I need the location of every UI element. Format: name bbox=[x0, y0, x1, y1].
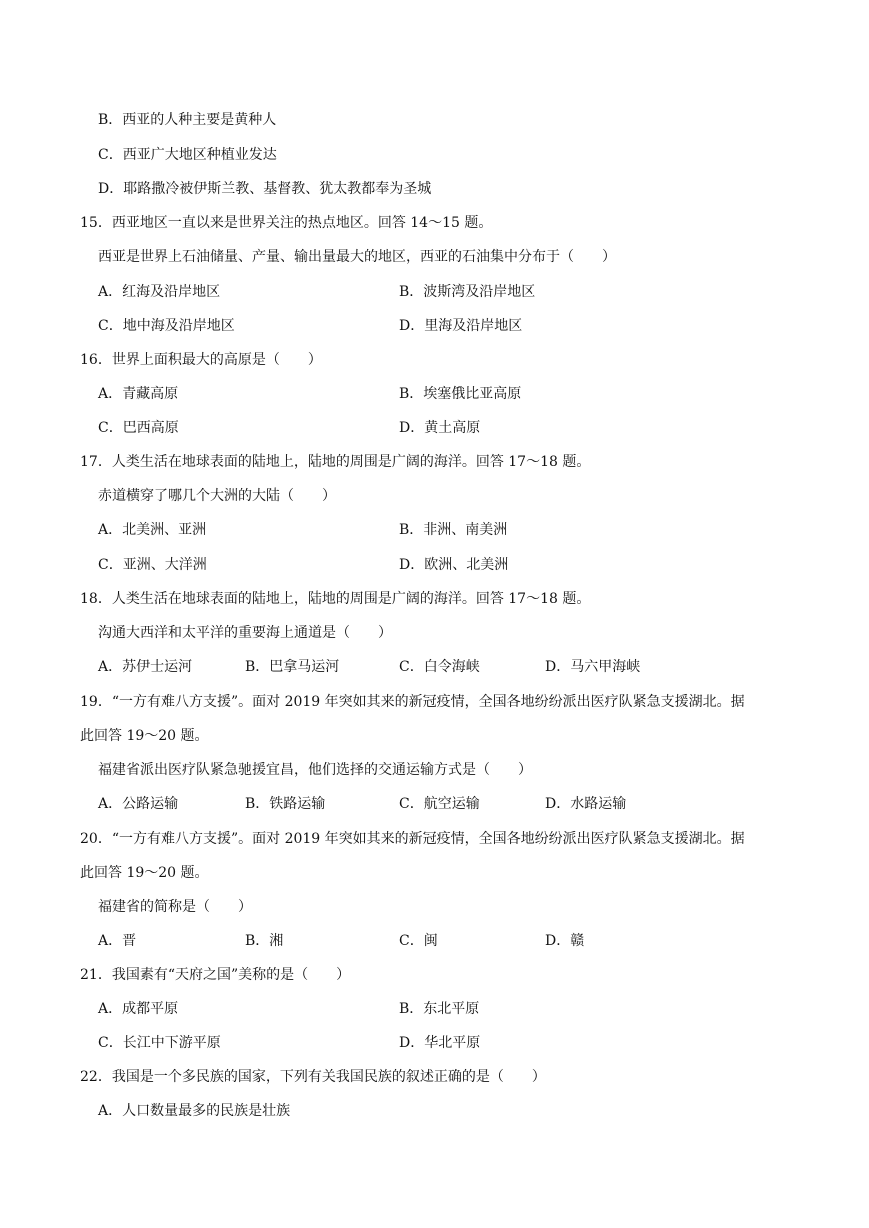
option-c: C．闽 bbox=[399, 933, 438, 949]
option-c: C．西亚广大地区种植业发达 bbox=[98, 147, 277, 163]
option-b: B．西亚的人种主要是黄种人 bbox=[98, 112, 277, 128]
question-20-stem: 20．“一方有难八方支援”。面对 2019 年突如其来的新冠疫情，全国各地纷纷派出医疗队紧急支援湖北。据 bbox=[80, 831, 745, 847]
option-b: B．湘 bbox=[245, 933, 284, 949]
option-d: D．耶路撒冷被伊斯兰教、基督教、犹太教都奉为圣城 bbox=[98, 181, 432, 197]
option-c: C．亚洲、大洋洲 bbox=[98, 557, 207, 573]
question-20-sub: 福建省的简称是（ ） bbox=[98, 899, 252, 915]
question-19-sub: 福建省派出医疗队紧急驰援宜昌，他们选择的交通运输方式是（ ） bbox=[98, 762, 532, 778]
question-21-stem: 21．我国素有“天府之国”美称的是（ ） bbox=[80, 967, 351, 983]
option-c: C．巴西高原 bbox=[98, 420, 179, 436]
option-d: D．马六甲海峡 bbox=[545, 659, 641, 675]
question-17-sub: 赤道横穿了哪几个大洲的大陆（ ） bbox=[98, 488, 336, 504]
option-a: A．红海及沿岸地区 bbox=[98, 284, 221, 300]
question-15-sub: 西亚是世界上石油储量、产量、输出量最大的地区，西亚的石油集中分布于（ ） bbox=[98, 249, 616, 265]
option-d: D．里海及沿岸地区 bbox=[399, 318, 523, 334]
question-20-stem-cont: 此回答 19～20 题。 bbox=[80, 865, 209, 881]
question-19-stem: 19．“一方有难八方支援”。面对 2019 年突如其来的新冠疫情，全国各地纷纷派出医疗队紧急支援湖北。据 bbox=[80, 694, 745, 710]
option-b: B．巴拿马运河 bbox=[245, 659, 340, 675]
option-b: B．非洲、南美洲 bbox=[399, 522, 508, 538]
option-b: B．东北平原 bbox=[399, 1001, 480, 1017]
question-18-stem: 18．人类生活在地球表面的陆地上，陆地的周围是广阔的海洋。回答 17～18 题。 bbox=[80, 591, 591, 607]
option-c: C．长江中下游平原 bbox=[98, 1035, 221, 1051]
option-d: D．水路运输 bbox=[545, 796, 627, 812]
question-17-stem: 17．人类生活在地球表面的陆地上，陆地的周围是广阔的海洋。回答 17～18 题。 bbox=[80, 454, 591, 470]
option-b: B．埃塞俄比亚高原 bbox=[399, 386, 522, 402]
option-b: B．铁路运输 bbox=[245, 796, 326, 812]
option-a: A．北美洲、亚洲 bbox=[98, 522, 207, 538]
option-a: A．公路运输 bbox=[98, 796, 179, 812]
option-d: D．欧洲、北美洲 bbox=[399, 557, 509, 573]
option-a: A．青藏高原 bbox=[98, 386, 179, 402]
option-c: C．白令海峡 bbox=[399, 659, 480, 675]
question-18-sub: 沟通大西洋和太平洋的重要海上通道是（ ） bbox=[98, 625, 392, 641]
option-a: A．晋 bbox=[98, 933, 137, 949]
option-a: A．苏伊士运河 bbox=[98, 659, 193, 675]
option-c: C．航空运输 bbox=[399, 796, 480, 812]
option-a: A．成都平原 bbox=[98, 1001, 179, 1017]
option-c: C．地中海及沿岸地区 bbox=[98, 318, 235, 334]
option-d: D．赣 bbox=[545, 933, 585, 949]
question-16-stem: 16．世界上面积最大的高原是（ ） bbox=[80, 352, 322, 368]
question-19-stem-cont: 此回答 19～20 题。 bbox=[80, 728, 209, 744]
option-d: D．黄土高原 bbox=[399, 420, 481, 436]
option-b: B．波斯湾及沿岸地区 bbox=[399, 284, 536, 300]
question-15-stem: 15．西亚地区一直以来是世界关注的热点地区。回答 14～15 题。 bbox=[80, 215, 493, 231]
option-a: A．人口数量最多的民族是壮族 bbox=[98, 1103, 291, 1119]
question-22-stem: 22．我国是一个多民族的国家，下列有关我国民族的叙述正确的是（ ） bbox=[80, 1069, 546, 1085]
option-d: D．华北平原 bbox=[399, 1035, 481, 1051]
